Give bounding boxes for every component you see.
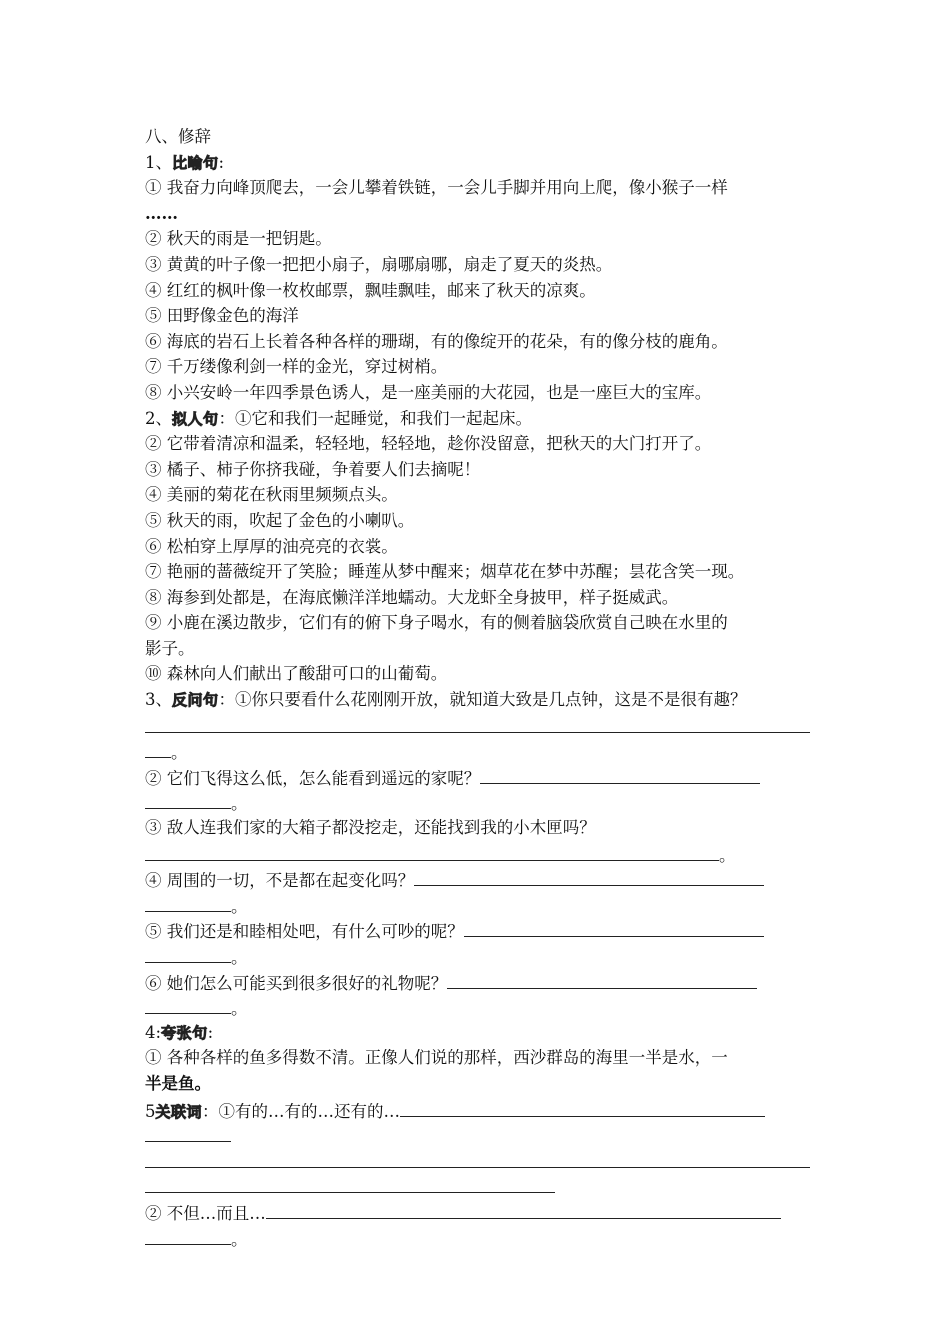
section-2-colon: ： — [218, 408, 236, 428]
simile-1: ① 我奋力向峰顶爬去，一会儿攀着铁链，一会儿手脚并用向上爬，像小猴子一样 — [145, 178, 728, 198]
connective-2-line — [145, 1199, 810, 1225]
section-3-colon: ： — [218, 690, 236, 710]
simile-7: ⑦ 千万缕像利剑一样的金光，穿过树梢。 — [145, 357, 448, 377]
section-3-number: 3、 — [145, 690, 172, 710]
section-2-label: 拟人句 — [172, 409, 219, 428]
personification-8: ⑧ 海参到处都是，在海底懒洋洋地蠕动。大龙虾全身披甲，样子挺威武。 — [145, 587, 679, 607]
answer-line-c1c — [145, 1148, 810, 1174]
personification-10: ⑩ 森林向人们献出了酸甜可口的山葡萄。 — [145, 664, 448, 684]
personification-9-cont: 影子。 — [145, 638, 195, 658]
connective-1: ①有的…有的…还有的… — [218, 1101, 401, 1121]
answer-blank[interactable] — [145, 1173, 555, 1193]
section-5-label: 关联词 — [155, 1102, 203, 1121]
hyperbole-1: ① 各种各样的鱼多得数不清。正像人们说的那样，西沙群岛的海里一半是水，一 — [145, 1048, 728, 1068]
answer-line-4b — [145, 892, 810, 918]
period: 。 — [231, 999, 248, 1019]
period: 。 — [231, 896, 248, 916]
rhetorical-question-5-line — [145, 917, 810, 943]
answer-blank[interactable] — [145, 789, 231, 809]
section-1-colon: : — [218, 152, 225, 172]
answer-blank[interactable] — [145, 738, 171, 758]
simile-8: ⑧ 小兴安岭一年四季景色诱人，是一座美丽的大花园，也是一座巨大的宝库。 — [145, 382, 712, 402]
answer-line-2b — [145, 789, 810, 815]
simile-6: ⑥ 海底的岩石上长着各种各样的珊瑚，有的像绽开的花朵，有的像分枝的鹿角。 — [145, 331, 728, 351]
answer-blank[interactable] — [145, 841, 719, 861]
period: 。 — [231, 948, 248, 967]
rhetorical-question-4: ④ 周围的一切，不是都在起变化吗？ — [145, 871, 415, 891]
hyperbole-1-cont: 半是鱼。 — [145, 1073, 211, 1093]
section-4-colon: : — [207, 1022, 214, 1042]
rhetorical-question-6: ⑥ 她们怎么可能买到很多很好的礼物呢？ — [145, 973, 448, 993]
section-4-number: 4: — [145, 1022, 162, 1042]
simile-2: ② 秋天的雨是一把钥匙。 — [145, 229, 332, 249]
answer-line-1a — [145, 713, 810, 739]
personification-7: ⑦ 艳丽的蔷薇绽开了笑脸；睡莲从梦中醒来；烟草花在梦中苏醒；昙花含笑一现。 — [145, 562, 745, 582]
personification-9: ⑨ 小鹿在溪边散步，它们有的俯下身子喝水，有的侧着脑袋欣赏自己映在水里的 — [145, 613, 728, 633]
rhetorical-question-2: ② 它们飞得这么低，怎么能看到遥远的家呢？ — [145, 768, 481, 788]
section-4-title — [145, 1020, 810, 1046]
personification-3: ③ 橘子、柿子你挤我碰，争着要人们去摘呢！ — [145, 459, 481, 479]
rhetorical-question-1: ①你只要看什么花刚刚开放，就知道大致是几点钟，这是不是很有趣？ — [235, 690, 747, 710]
section-3-title — [145, 687, 810, 713]
section-3-label: 反问句 — [172, 691, 219, 710]
section-5-title — [145, 1097, 810, 1123]
section-1-number: 1、 — [145, 152, 172, 172]
answer-blank[interactable] — [400, 1097, 765, 1117]
answer-blank[interactable] — [145, 1122, 231, 1142]
answer-blank[interactable] — [464, 917, 764, 937]
rhetorical-question-5: ⑤ 我们还是和睦相处吧，有什么可吵的呢？ — [145, 922, 464, 942]
simile-3: ③ 黄黄的叶子像一把把小扇子，扇哪扇哪，扇走了夏天的炎热。 — [145, 254, 613, 274]
section-heading: 八、修辞 — [145, 127, 211, 146]
section-1-label: 比喻句 — [172, 153, 219, 172]
rhetorical-question-6-line — [145, 969, 810, 995]
personification-2: ② 它带着清凉和温柔，轻轻地，轻轻地，趁你没留意，把秋天的大门打开了。 — [145, 434, 712, 454]
answer-line-c1b — [145, 1122, 810, 1148]
section-4-label: 夸张句 — [161, 1023, 208, 1042]
period: 。 — [171, 743, 188, 763]
answer-blank[interactable] — [480, 764, 760, 784]
answer-blank[interactable] — [447, 969, 757, 989]
answer-line-3 — [145, 841, 810, 867]
answer-blank[interactable] — [145, 892, 231, 912]
personification-5: ⑤ 秋天的雨，吹起了金色的小喇叭。 — [145, 510, 415, 530]
answer-line-c1d — [145, 1173, 810, 1199]
answer-blank[interactable] — [145, 1225, 231, 1245]
section-2-title — [145, 406, 810, 432]
answer-line-6b — [145, 994, 810, 1020]
section-5-colon: ： — [202, 1101, 219, 1121]
personification-1: ①它和我们一起睡觉，和我们一起起床。 — [235, 408, 533, 428]
section-2-number: 2、 — [145, 408, 172, 428]
answer-line-1b — [145, 738, 810, 764]
answer-line-c2b — [145, 1225, 810, 1251]
personification-6: ⑥ 松柏穿上厚厚的油亮亮的衣裳。 — [145, 536, 398, 556]
answer-line-5b — [145, 943, 810, 969]
answer-blank[interactable] — [414, 866, 764, 886]
simile-5: ⑤ 田野像金色的海洋 — [145, 306, 299, 326]
worksheet-page — [145, 124, 810, 1250]
period: 。 — [719, 845, 736, 865]
answer-blank[interactable] — [145, 1148, 810, 1168]
answer-blank[interactable] — [145, 943, 231, 963]
period: 。 — [231, 794, 248, 814]
connective-2: ② 不但…而且… — [145, 1203, 266, 1223]
rhetorical-question-3: ③ 敌人连我们家的大箱子都没挖走，还能找到我的小木匣吗？ — [145, 818, 596, 838]
period: 。 — [231, 1229, 248, 1249]
section-5-number: 5 — [145, 1101, 156, 1121]
answer-blank[interactable] — [145, 994, 231, 1014]
simile-4: ④ 红红的枫叶像一枚枚邮票，飘哇飘哇，邮来了秋天的凉爽。 — [145, 280, 596, 300]
answer-blank[interactable] — [266, 1199, 781, 1219]
personification-4: ④ 美丽的菊花在秋雨里频频点头。 — [145, 485, 398, 505]
answer-blank[interactable] — [145, 713, 810, 733]
rhetorical-question-2-line — [145, 764, 810, 790]
rhetorical-question-4-line — [145, 866, 810, 892]
simile-1-cont: …… — [145, 203, 178, 223]
section-1-title — [145, 150, 810, 176]
